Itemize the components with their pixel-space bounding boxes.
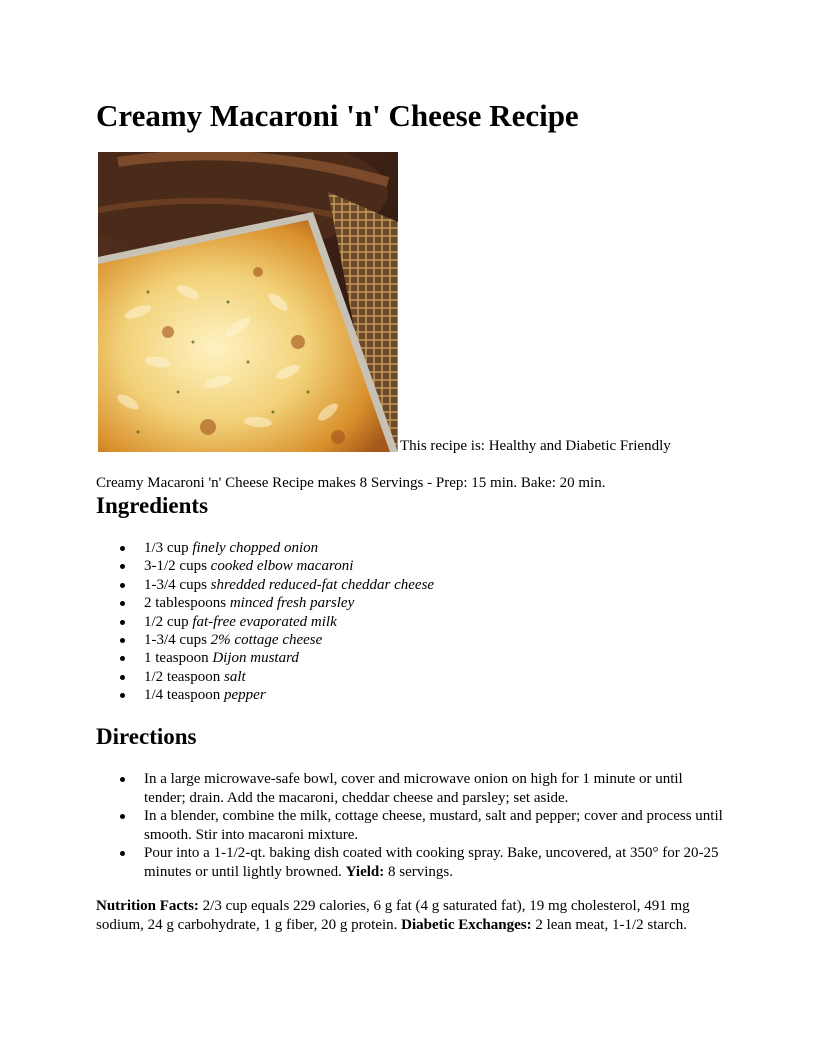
nutrition-label: Nutrition Facts:	[96, 898, 199, 914]
nutrition-facts: Nutrition Facts: 2/3 cup equals 229 calories, 6 g fat (4 g saturated fat), 19 mg cholesterol, 491 mg sodium, 24 g carbohydrate, 1 g fiber, 20 g protein. Diabetic Exchanges: 2 lean meat, 1-1/2 starch.	[96, 898, 690, 933]
list-item: In a blender, combine the milk, cottage cheese, mustard, salt and pepper; cover and process until smooth. Stir into macaroni mixture.	[96, 807, 724, 844]
photo-illustration	[98, 152, 398, 452]
yield-label: Yield:	[345, 863, 385, 880]
ingredients-heading: Ingredients	[96, 493, 209, 518]
recipe-tags: This recipe is: Healthy and Diabetic Friendly	[400, 438, 671, 454]
list-item: 2 tablespoons minced fresh parsley	[96, 594, 736, 612]
yield-value: 8 servings.	[384, 863, 454, 880]
list-item: 1 teaspoon Dijon mustard	[96, 649, 736, 667]
servings-and-time: Creamy Macaroni 'n' Cheese Recipe makes 8 Servings - Prep: 15 min. Bake: 20 min.	[96, 475, 606, 491]
ingredients-list	[96, 539, 736, 705]
list-item: In a large microwave-safe bowl, cover and microwave onion on high for 1 minute or until tender; drain. Add the macaroni, cheddar cheese and parsley; set aside.	[96, 770, 724, 807]
list-item: 1/4 teaspoon pepper	[96, 686, 736, 704]
diabetic-exchanges-label: Diabetic Exchanges:	[401, 916, 532, 933]
macaroni-cheese-photo	[98, 152, 398, 452]
list-item: 1-3/4 cups shredded reduced-fat cheddar cheese	[96, 576, 736, 594]
directions-heading: Directions	[96, 724, 197, 749]
list-item: 3-1/2 cups cooked elbow macaroni	[96, 557, 736, 575]
list-item: 1/3 cup finely chopped onion	[96, 539, 736, 557]
directions-list	[96, 770, 736, 881]
list-item: 1/2 teaspoon salt	[96, 668, 736, 686]
list-item: 1/2 cup fat-free evaporated milk	[96, 613, 736, 631]
page-title: Creamy Macaroni 'n' Cheese Recipe	[96, 98, 579, 133]
photo-row	[98, 152, 738, 456]
list-item: Pour into a 1-1/2-qt. baking dish coated with cooking spray. Bake, uncovered, at 350° for 20-25 minutes or until lightly browned. Yield: 8 servings.	[96, 844, 724, 881]
list-item: 1-3/4 cups 2% cottage cheese	[96, 631, 736, 649]
